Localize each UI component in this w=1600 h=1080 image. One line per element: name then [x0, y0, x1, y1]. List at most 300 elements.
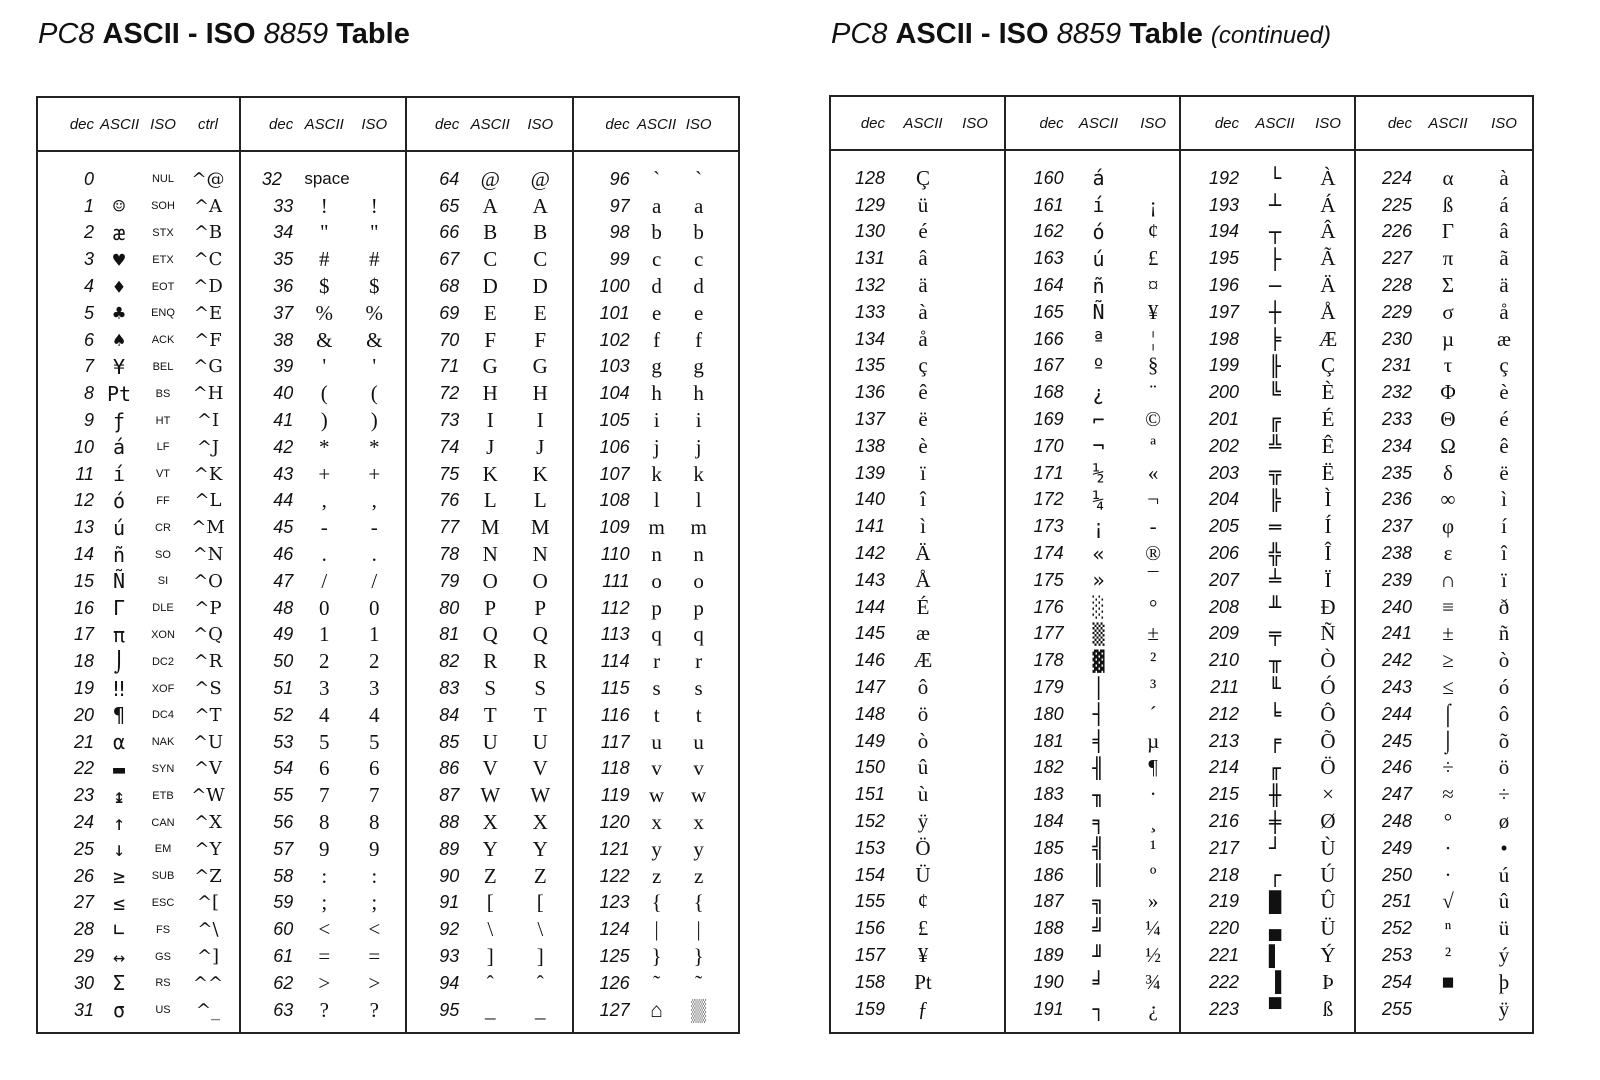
header-dec: dec: [435, 115, 460, 133]
table-row: [574, 541, 738, 568]
ascii-char: K: [482, 461, 498, 486]
ctrl-key: ^D: [193, 276, 223, 298]
table-row: [241, 863, 405, 890]
ascii-char: ↔: [112, 944, 126, 969]
iso-char: \: [537, 917, 544, 942]
table-row: [407, 675, 571, 702]
table-row: [1181, 889, 1354, 916]
table-row: [574, 916, 738, 943]
iso-char: þ: [1498, 969, 1510, 994]
ascii-char: ê: [918, 380, 928, 405]
iso-char: >: [368, 970, 381, 995]
dec-value: 213: [1208, 730, 1239, 751]
ctrl-key: ^@: [191, 168, 225, 190]
ascii-char: ≥: [1442, 648, 1454, 673]
iso-char: ˆ: [536, 970, 544, 995]
table-row: [1356, 781, 1532, 808]
ascii-char: R: [483, 649, 498, 674]
table-row: [407, 595, 571, 622]
ascii-char: »: [1092, 568, 1105, 593]
table-row: [1356, 647, 1532, 674]
dec-value: 179: [1033, 677, 1064, 698]
ascii-char: ⌂: [650, 997, 663, 1022]
dec-value: 218: [1208, 864, 1239, 885]
table-row: [1356, 299, 1532, 326]
ascii-char: H: [482, 381, 498, 406]
iso-char: <: [368, 917, 381, 942]
dec-value: 234: [1381, 435, 1412, 456]
dec-value: 113: [600, 624, 630, 645]
iso-char: §: [1147, 353, 1159, 378]
table-row: [831, 567, 1004, 594]
dec-value: 247: [1381, 784, 1412, 805]
dec-value: 81: [439, 624, 460, 645]
iso-char: +: [368, 461, 381, 486]
title-dash: -: [187, 18, 198, 50]
table-row: [38, 622, 239, 649]
ascii-char: +: [318, 461, 331, 486]
ascii-char: O: [482, 568, 498, 593]
dec-value: 128: [854, 167, 885, 188]
ascii-char: æ: [112, 220, 126, 245]
ascii-char: ┼: [1268, 300, 1282, 325]
dec-value: 63: [273, 999, 294, 1020]
dec-value: 159: [854, 998, 885, 1019]
iso-char: ü: [1498, 916, 1510, 941]
dec-value: 129: [854, 194, 885, 215]
dec-value: 246: [1381, 757, 1412, 778]
table-row: [1181, 862, 1354, 889]
table-row: [407, 327, 571, 354]
dec-value: 42: [273, 436, 294, 457]
table-row: [1006, 326, 1179, 353]
dec-value: 236: [1381, 489, 1412, 510]
iso-char: K: [532, 461, 548, 486]
dec-value: 27: [73, 892, 94, 913]
dec-value: 104: [599, 383, 630, 404]
ascii-char: î: [920, 487, 926, 512]
ascii-char: µ: [1441, 326, 1455, 351]
ascii-char: >: [318, 970, 331, 995]
dec-value: 149: [854, 730, 885, 751]
dec-value: 239: [1381, 569, 1412, 590]
dec-value: 172: [1033, 489, 1064, 510]
ascii-char: ÿ: [917, 809, 929, 834]
iso-char: ]: [536, 944, 544, 968]
iso-char: *: [368, 434, 380, 459]
table-row: [407, 354, 571, 381]
dec-value: 77: [439, 517, 460, 538]
ascii-char: C: [483, 247, 498, 272]
ascii-char: û: [917, 755, 929, 780]
dec-value: 59: [273, 892, 294, 913]
table-row: [38, 568, 239, 595]
dec-value: 7: [83, 356, 94, 377]
table-row: [407, 622, 571, 649]
dec-value: 99: [609, 249, 630, 270]
dec-value: 70: [439, 329, 460, 350]
table-row: [1181, 165, 1354, 192]
table-row: [241, 461, 405, 488]
ascii-char: ;: [321, 890, 328, 915]
table-row: [574, 354, 738, 381]
ascii-char: ù: [917, 782, 929, 807]
ctrl-key: ^_: [195, 999, 221, 1021]
ascii-char: =: [318, 944, 331, 968]
iso-char: æ: [1496, 326, 1511, 351]
dec-value: 39: [273, 356, 294, 377]
iso-char: B: [533, 220, 548, 245]
dec-value: 18: [73, 651, 94, 672]
ascii-char: ¥: [917, 943, 929, 967]
iso-char: ¥: [1147, 299, 1159, 324]
dec-value: 120: [599, 812, 630, 833]
dec-value: 205: [1208, 516, 1239, 537]
ascii-char: z: [651, 863, 662, 888]
table-row: [1181, 192, 1354, 219]
dec-value: 142: [854, 543, 885, 564]
block-64-95: [407, 98, 573, 1032]
iso-char: d: [693, 274, 704, 299]
iso-char: FF: [156, 494, 170, 507]
ascii-char: !: [320, 193, 328, 218]
iso-char: Ä: [1320, 273, 1336, 298]
ascii-char: ¿: [1092, 380, 1105, 405]
table-row: [241, 273, 405, 300]
table-row: [831, 728, 1004, 755]
ascii-char: m: [648, 515, 665, 540]
ascii-char: ▐: [1268, 970, 1282, 995]
dec-value: 184: [1033, 811, 1064, 832]
header-ctrl: ctrl: [198, 115, 218, 133]
iso-char: ,: [371, 488, 377, 513]
dec-value: 166: [1033, 328, 1064, 349]
ascii-char: ç: [918, 353, 928, 378]
iso-char: ª: [1150, 433, 1157, 458]
table-row: [38, 863, 239, 890]
dec-value: 52: [273, 704, 294, 725]
table-row: [1356, 594, 1532, 621]
dec-value: 108: [599, 490, 630, 511]
iso-char: í: [1501, 514, 1507, 539]
ascii-char: |: [654, 917, 659, 942]
dec-value: 47: [273, 570, 294, 591]
ascii-char: ╞: [1268, 327, 1282, 352]
ascii-char: r: [653, 649, 661, 674]
dec-value: 139: [854, 462, 885, 483]
table-row: [407, 300, 571, 327]
table-row: [38, 488, 239, 515]
ascii-char: ▄: [1268, 916, 1282, 941]
iso-char: u: [693, 729, 704, 754]
ascii-char: E: [483, 300, 497, 325]
iso-char: Ò: [1320, 648, 1336, 673]
ascii-char: ): [320, 408, 328, 433]
iso-char: DC4: [151, 709, 174, 722]
table-row: [1356, 272, 1532, 299]
dec-value: 67: [439, 249, 460, 270]
dec-value: 160: [1033, 167, 1064, 188]
iso-char: SYN: [151, 762, 175, 775]
ascii-char: ╬: [1268, 541, 1282, 566]
table-row: [574, 488, 738, 515]
dec-value: 34: [273, 222, 294, 243]
dec-value: 112: [600, 597, 630, 618]
iso-char: XOF: [151, 682, 175, 695]
iso-char: |: [696, 917, 701, 942]
iso-char: «: [1147, 460, 1159, 485]
ascii-char: ü: [917, 192, 929, 217]
dec-value: 30: [73, 972, 94, 993]
table-row: [1181, 915, 1354, 942]
ascii-char: ß: [1442, 192, 1454, 217]
table-row: [574, 193, 738, 220]
iso-char: -: [1149, 514, 1157, 539]
dec-value: 80: [439, 597, 460, 618]
table-row: [241, 246, 405, 273]
ascii-char: ⌐: [1092, 407, 1105, 432]
iso-char: ×: [1322, 782, 1334, 807]
dec-value: 114: [600, 651, 630, 672]
table-row: [1006, 567, 1179, 594]
dec-value: 141: [854, 516, 885, 537]
iso-char: ý: [1498, 943, 1510, 967]
table-row: [574, 407, 738, 434]
iso-char: º: [1149, 862, 1157, 887]
ascii-char: δ: [1443, 460, 1453, 485]
ascii-char: í: [1092, 193, 1105, 218]
dec-value: 31: [73, 999, 94, 1020]
ctrl-key: ^S: [194, 678, 222, 700]
title-number: 8859: [263, 18, 329, 50]
ascii-char: ï: [920, 460, 926, 485]
table-row: [1356, 674, 1532, 701]
ascii-char: ╣: [1092, 836, 1105, 861]
iso-char: GS: [155, 950, 171, 963]
header-iso: ISO: [527, 115, 554, 133]
dec-value: 44: [273, 490, 294, 511]
table-row: [1356, 835, 1532, 862]
header-iso: ISO: [361, 115, 388, 133]
dec-value: 41: [273, 410, 294, 431]
table-row: [574, 648, 738, 675]
dec-value: 238: [1381, 543, 1412, 564]
ascii-char: «: [1092, 541, 1105, 566]
table-row: [1006, 647, 1179, 674]
dec-value: 93: [439, 946, 460, 966]
ascii-char: Γ: [1441, 219, 1455, 244]
iso-char: ó: [1498, 675, 1510, 700]
table-row: [1181, 647, 1354, 674]
dec-value: 174: [1033, 543, 1064, 564]
ascii-char: Ü: [915, 862, 931, 887]
table-row: [1006, 406, 1179, 433]
column-header: [1006, 97, 1179, 151]
ascii-char: ▒: [1092, 621, 1105, 646]
iso-char: ¼: [1145, 916, 1162, 941]
table-row: [241, 327, 405, 354]
ascii-char: v: [651, 756, 662, 781]
iso-char: o: [693, 568, 704, 593]
ascii-table-left: [36, 96, 740, 1034]
table-row: [241, 729, 405, 756]
dec-value: 167: [1033, 355, 1064, 376]
ascii-char: Pt: [914, 969, 932, 994]
ctrl-key: ^H: [192, 383, 224, 405]
dec-value: 212: [1208, 703, 1239, 724]
ascii-char: ó: [112, 488, 126, 513]
dec-value: 13: [73, 517, 94, 538]
table-row: [1181, 433, 1354, 460]
dec-value: 202: [1208, 435, 1239, 456]
dec-value: 75: [439, 463, 460, 484]
table-row: [1181, 353, 1354, 380]
iso-char: ": [369, 220, 379, 245]
dec-value: 227: [1381, 248, 1412, 269]
table-row: [407, 514, 571, 541]
iso-char: ¢: [1147, 219, 1159, 244]
ascii-char: 4: [318, 702, 330, 727]
iso-char: l: [695, 488, 702, 513]
ascii-char: x: [651, 810, 662, 835]
table-row: [1356, 513, 1532, 540]
iso-char: m: [690, 515, 707, 540]
dec-value: 229: [1381, 301, 1412, 322]
table-row: [38, 595, 239, 622]
dec-value: 194: [1208, 221, 1239, 242]
dec-value: 3: [83, 249, 94, 270]
table-row: [1356, 379, 1532, 406]
dec-value: 197: [1208, 301, 1239, 322]
ascii-char: F: [484, 327, 497, 352]
ascii-char: 6: [318, 756, 330, 781]
ascii-char: ∩: [1440, 567, 1456, 592]
ascii-char: ▀: [1268, 997, 1282, 1022]
iso-char: =: [368, 944, 381, 968]
table-row: [38, 246, 239, 273]
title-continued: (continued): [1210, 22, 1331, 49]
iso-char: ¦: [1151, 326, 1156, 351]
dec-value: 189: [1033, 945, 1064, 965]
table-row: [241, 407, 405, 434]
table-row: [1181, 701, 1354, 728]
iso-char: @: [530, 166, 550, 191]
iso-char: V: [532, 756, 548, 781]
dec-value: 228: [1381, 275, 1412, 296]
ascii-char: u: [651, 729, 662, 754]
table-row: [831, 379, 1004, 406]
dec-value: 72: [439, 383, 460, 404]
ascii-char: @: [480, 166, 500, 191]
ascii-char: ═: [1268, 514, 1282, 539]
ctrl-key: ^Z: [194, 865, 222, 887]
dec-value: 87: [439, 785, 460, 806]
dec-value: 201: [1208, 409, 1239, 430]
ascii-table-right: [829, 95, 1534, 1034]
table-row: [1006, 835, 1179, 862]
ascii-char: ╨: [1268, 595, 1282, 620]
iso-char: ï: [1501, 567, 1507, 592]
ascii-char: [: [486, 890, 494, 915]
dec-value: 5: [83, 302, 94, 323]
dec-value: 131: [854, 248, 885, 269]
ascii-char: │: [1092, 675, 1105, 700]
ascii-char: è: [918, 433, 928, 458]
table-row: [1356, 192, 1532, 219]
dec-value: 231: [1381, 355, 1412, 376]
header-ascii: ASCII: [903, 114, 943, 132]
table-row: [831, 674, 1004, 701]
iso-char: À: [1320, 165, 1336, 190]
table-row: [38, 943, 239, 970]
table-row: [831, 835, 1004, 862]
iso-char: 4: [368, 702, 380, 727]
table-row: [241, 970, 405, 997]
dec-value: 38: [273, 329, 294, 350]
iso-char: Õ: [1320, 728, 1336, 753]
dec-value: 32: [261, 168, 282, 189]
iso-char: ': [372, 354, 377, 379]
dec-value: 187: [1033, 891, 1064, 912]
table-row: [38, 461, 239, 488]
header-iso: ISO: [150, 115, 176, 133]
dec-value: 74: [439, 436, 460, 457]
dec-value: 49: [273, 624, 294, 645]
dec-value: 100: [599, 276, 630, 297]
table-row: [1006, 165, 1179, 192]
dec-value: 64: [439, 168, 460, 189]
iso-char: Ú: [1320, 862, 1336, 887]
column-header: [241, 98, 405, 152]
dec-value: 251: [1381, 891, 1412, 912]
dec-value: 126: [599, 972, 630, 993]
table-row: [407, 890, 571, 917]
dec-value: 86: [439, 758, 460, 779]
ascii-char: ä: [918, 273, 928, 298]
iso-char: Ì: [1324, 487, 1332, 512]
table-row: [831, 701, 1004, 728]
ascii-char: ╥: [1268, 648, 1282, 673]
iso-char: z: [693, 863, 704, 888]
ascii-char: M: [480, 515, 500, 540]
dec-value: 157: [854, 945, 885, 965]
ascii-char: Q: [482, 622, 498, 647]
dec-value: 45: [273, 517, 294, 538]
table-row: [831, 889, 1004, 916]
dec-value: 203: [1208, 462, 1239, 483]
iso-char: t: [695, 702, 702, 727]
ascii-char: á: [112, 435, 126, 460]
dec-value: 248: [1381, 811, 1412, 832]
dec-value: 216: [1208, 811, 1239, 832]
dec-value: 92: [439, 919, 460, 940]
ascii-char: ♠: [112, 328, 126, 353]
dec-value: 146: [854, 650, 885, 671]
iso-char: W: [530, 783, 551, 808]
ascii-char: é: [918, 219, 928, 244]
dec-value: 116: [600, 704, 630, 725]
iso-char: E: [533, 300, 547, 325]
dec-value: 186: [1033, 864, 1064, 885]
iso-char: ▒: [691, 997, 707, 1022]
iso-char: x: [693, 810, 704, 835]
ctrl-key: ^K: [193, 463, 223, 485]
dec-value: 209: [1208, 623, 1239, 644]
iso-char: ¶: [1148, 755, 1158, 780]
dec-value: 88: [439, 812, 460, 833]
title-pc8: PC8: [38, 18, 95, 50]
ascii-char: ó: [1092, 219, 1105, 244]
